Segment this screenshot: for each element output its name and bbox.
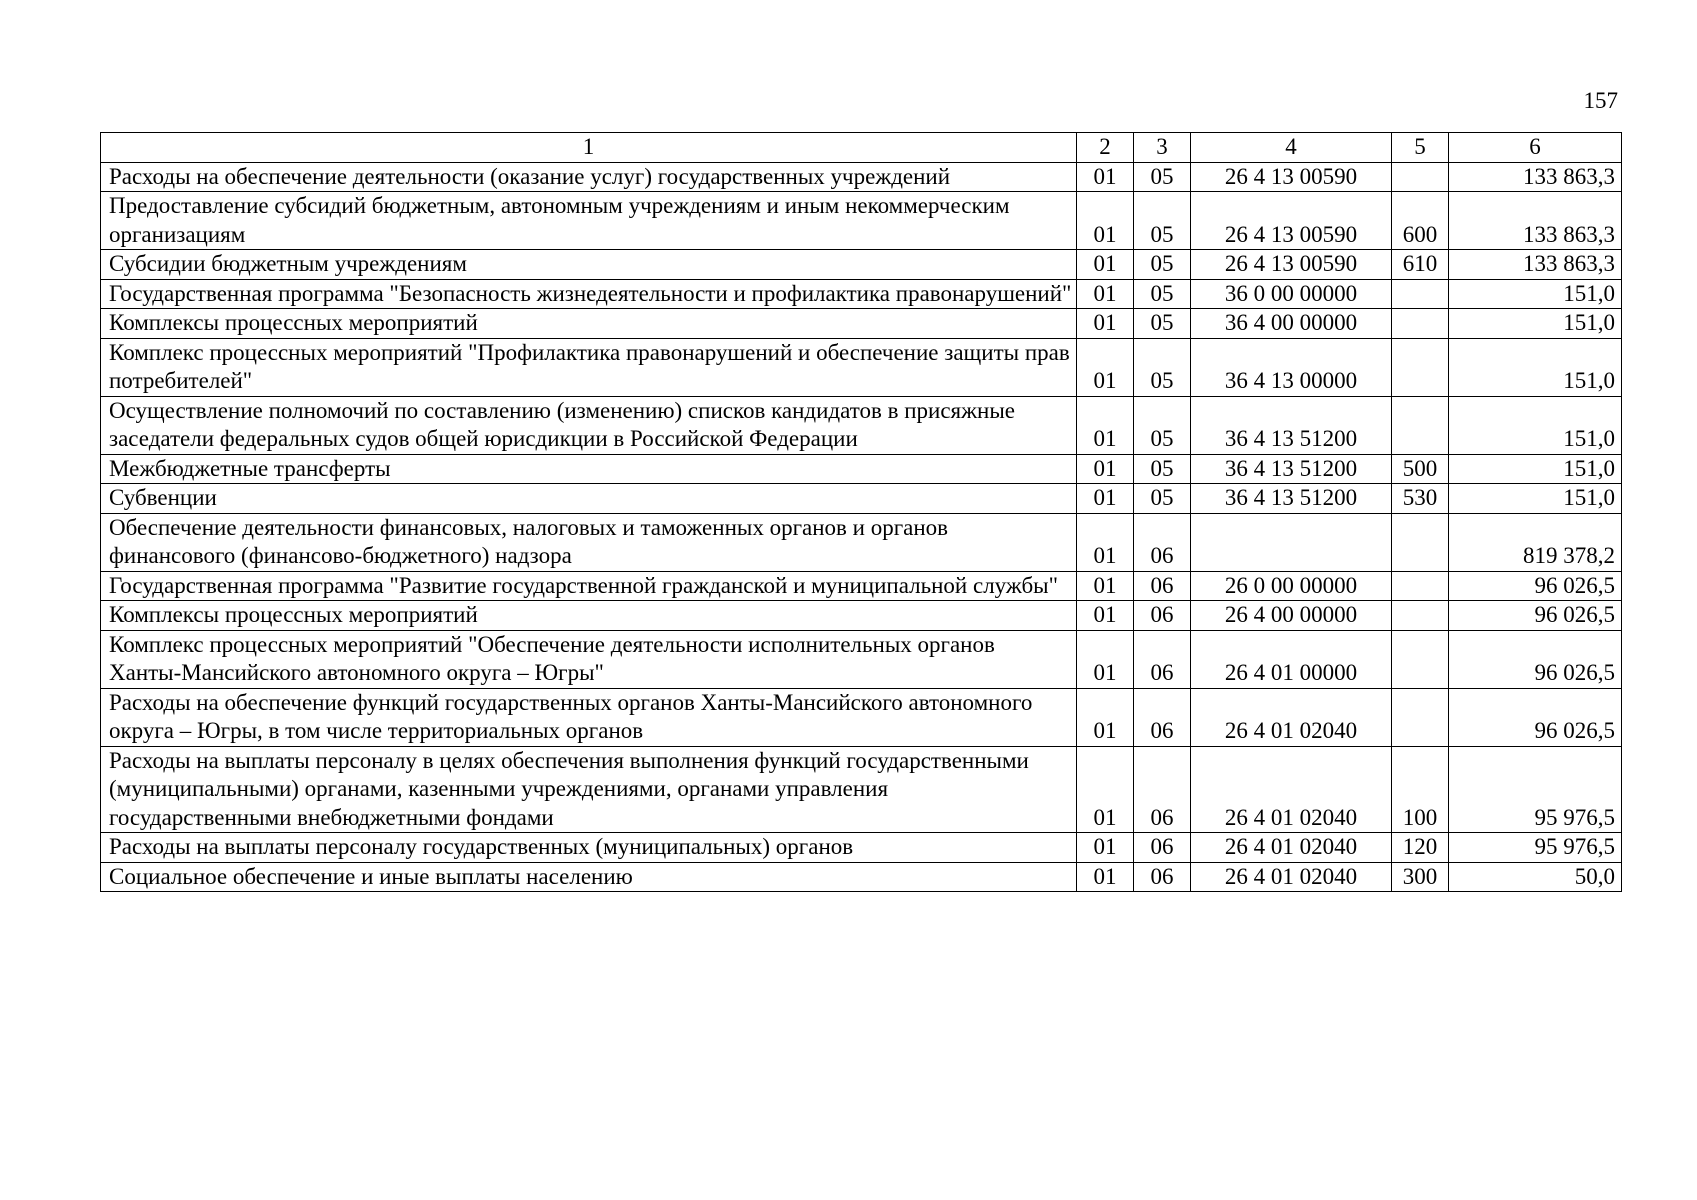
table-row (101, 746, 1622, 833)
subsection-code-cell: 05 (1134, 250, 1191, 280)
section-code-cell: 01 (1077, 309, 1134, 339)
subsection-code-cell: 06 (1134, 833, 1191, 863)
expense-type-cell: 100 (1392, 746, 1449, 833)
amount-cell: 133 863,3 (1449, 192, 1622, 250)
subsection-code-cell: 06 (1134, 688, 1191, 746)
target-article-cell: 36 4 13 51200 (1191, 454, 1392, 484)
expense-type-cell (1392, 309, 1449, 339)
table-row (101, 250, 1622, 280)
section-code-cell: 01 (1077, 250, 1134, 280)
item-name-cell: Государственная программа "Развитие государственной гражданской и муниципальной службы" (101, 571, 1077, 601)
target-article-cell: 36 0 00 00000 (1191, 279, 1392, 309)
section-code-cell: 01 (1077, 484, 1134, 514)
section-code-cell: 01 (1077, 571, 1134, 601)
subsection-code-cell: 05 (1134, 192, 1191, 250)
table-row (101, 454, 1622, 484)
target-article-cell: 36 4 13 51200 (1191, 484, 1392, 514)
amount-cell: 96 026,5 (1449, 688, 1622, 746)
item-name-cell: Социальное обеспечение и иные выплаты населению (101, 862, 1077, 892)
target-article-cell: 26 4 01 02040 (1191, 833, 1392, 863)
subsection-code-cell: 06 (1134, 746, 1191, 833)
header-col-5: 5 (1392, 133, 1449, 163)
expense-type-cell (1392, 396, 1449, 454)
expense-type-cell: 530 (1392, 484, 1449, 514)
table-header (101, 133, 1622, 163)
section-code-cell: 01 (1077, 279, 1134, 309)
expense-type-cell: 300 (1392, 862, 1449, 892)
section-code-cell: 01 (1077, 338, 1134, 396)
subsection-code-cell: 06 (1134, 571, 1191, 601)
amount-cell: 151,0 (1449, 338, 1622, 396)
target-article-cell: 36 4 00 00000 (1191, 309, 1392, 339)
target-article-cell: 26 4 13 00590 (1191, 192, 1392, 250)
expense-type-cell: 500 (1392, 454, 1449, 484)
target-article-cell: 26 4 13 00590 (1191, 162, 1392, 192)
expense-type-cell (1392, 630, 1449, 688)
target-article-cell: 26 4 01 02040 (1191, 746, 1392, 833)
item-name-cell: Расходы на обеспечение функций государственных органов Ханты-Мансийского автономного округа – Югры, в том числе территориальных органов (101, 688, 1077, 746)
budget-table (100, 132, 1622, 892)
target-article-cell: 26 4 00 00000 (1191, 601, 1392, 631)
header-row (101, 133, 1622, 163)
amount-cell: 133 863,3 (1449, 250, 1622, 280)
expense-type-cell: 600 (1392, 192, 1449, 250)
table-row (101, 162, 1622, 192)
amount-cell: 151,0 (1449, 454, 1622, 484)
item-name-cell: Расходы на выплаты персоналу в целях обеспечения выполнения функций государственными (муниципальными) органами, казенными учреждениями, органами управления государственными внебюджетными фондами (101, 746, 1077, 833)
table-row (101, 279, 1622, 309)
expense-type-cell: 610 (1392, 250, 1449, 280)
table-row (101, 192, 1622, 250)
header-col-4: 4 (1191, 133, 1392, 163)
amount-cell: 133 863,3 (1449, 162, 1622, 192)
subsection-code-cell: 05 (1134, 162, 1191, 192)
item-name-cell: Комплекс процессных мероприятий "Профилактика правонарушений и обеспечение защиты прав потребителей" (101, 338, 1077, 396)
target-article-cell: 26 4 13 00590 (1191, 250, 1392, 280)
table-row (101, 833, 1622, 863)
item-name-cell: Комплексы процессных мероприятий (101, 309, 1077, 339)
page-number: 157 (1583, 88, 1618, 113)
expense-type-cell (1392, 279, 1449, 309)
target-article-cell (1191, 513, 1392, 571)
amount-cell: 95 976,5 (1449, 833, 1622, 863)
item-name-cell: Комплекс процессных мероприятий "Обеспечение деятельности исполнительных органов Ханты-Мансийского автономного округа – Югры" (101, 630, 1077, 688)
target-article-cell: 36 4 13 51200 (1191, 396, 1392, 454)
amount-cell: 151,0 (1449, 279, 1622, 309)
section-code-cell: 01 (1077, 396, 1134, 454)
subsection-code-cell: 05 (1134, 396, 1191, 454)
table-row (101, 630, 1622, 688)
amount-cell: 96 026,5 (1449, 630, 1622, 688)
target-article-cell: 26 4 01 02040 (1191, 862, 1392, 892)
item-name-cell: Государственная программа "Безопасность жизнедеятельности и профилактика правонарушений" (101, 279, 1077, 309)
section-code-cell: 01 (1077, 192, 1134, 250)
item-name-cell: Обеспечение деятельности финансовых, налоговых и таможенных органов и органов финансового (финансово-бюджетного) надзора (101, 513, 1077, 571)
header-col-2: 2 (1077, 133, 1134, 163)
subsection-code-cell: 05 (1134, 454, 1191, 484)
target-article-cell: 26 4 01 00000 (1191, 630, 1392, 688)
header-col-6: 6 (1449, 133, 1622, 163)
expense-type-cell (1392, 513, 1449, 571)
item-name-cell: Межбюджетные трансферты (101, 454, 1077, 484)
table-row (101, 309, 1622, 339)
target-article-cell: 26 4 01 02040 (1191, 688, 1392, 746)
subsection-code-cell: 05 (1134, 279, 1191, 309)
section-code-cell: 01 (1077, 601, 1134, 631)
item-name-cell: Предоставление субсидий бюджетным, автономным учреждениям и иным некоммерческим организациям (101, 192, 1077, 250)
section-code-cell: 01 (1077, 833, 1134, 863)
table-row (101, 571, 1622, 601)
item-name-cell: Субсидии бюджетным учреждениям (101, 250, 1077, 280)
table-row (101, 338, 1622, 396)
section-code-cell: 01 (1077, 688, 1134, 746)
amount-cell: 151,0 (1449, 309, 1622, 339)
target-article-cell: 36 4 13 00000 (1191, 338, 1392, 396)
subsection-code-cell: 06 (1134, 601, 1191, 631)
expense-type-cell (1392, 571, 1449, 601)
expense-type-cell (1392, 601, 1449, 631)
table-body (101, 162, 1622, 892)
subsection-code-cell: 06 (1134, 630, 1191, 688)
subsection-code-cell: 05 (1134, 338, 1191, 396)
amount-cell: 50,0 (1449, 862, 1622, 892)
section-code-cell: 01 (1077, 630, 1134, 688)
table-row (101, 484, 1622, 514)
table-row (101, 396, 1622, 454)
item-name-cell: Осуществление полномочий по составлению (изменению) списков кандидатов в присяжные заседатели федеральных судов общей юрисдикции в Российской Федерации (101, 396, 1077, 454)
item-name-cell: Расходы на выплаты персоналу государственных (муниципальных) органов (101, 833, 1077, 863)
table-row (101, 862, 1622, 892)
section-code-cell: 01 (1077, 746, 1134, 833)
header-col-1: 1 (101, 133, 1077, 163)
amount-cell: 96 026,5 (1449, 571, 1622, 601)
subsection-code-cell: 06 (1134, 862, 1191, 892)
item-name-cell: Комплексы процессных мероприятий (101, 601, 1077, 631)
amount-cell: 819 378,2 (1449, 513, 1622, 571)
table-row (101, 601, 1622, 631)
subsection-code-cell: 05 (1134, 484, 1191, 514)
expense-type-cell (1392, 162, 1449, 192)
section-code-cell: 01 (1077, 162, 1134, 192)
amount-cell: 95 976,5 (1449, 746, 1622, 833)
target-article-cell: 26 0 00 00000 (1191, 571, 1392, 601)
subsection-code-cell: 06 (1134, 513, 1191, 571)
amount-cell: 151,0 (1449, 484, 1622, 514)
header-col-3: 3 (1134, 133, 1191, 163)
table-row (101, 513, 1622, 571)
expense-type-cell (1392, 338, 1449, 396)
item-name-cell: Расходы на обеспечение деятельности (оказание услуг) государственных учреждений (101, 162, 1077, 192)
expense-type-cell: 120 (1392, 833, 1449, 863)
section-code-cell: 01 (1077, 454, 1134, 484)
expense-type-cell (1392, 688, 1449, 746)
section-code-cell: 01 (1077, 513, 1134, 571)
item-name-cell: Субвенции (101, 484, 1077, 514)
amount-cell: 96 026,5 (1449, 601, 1622, 631)
section-code-cell: 01 (1077, 862, 1134, 892)
subsection-code-cell: 05 (1134, 309, 1191, 339)
amount-cell: 151,0 (1449, 396, 1622, 454)
table-row (101, 688, 1622, 746)
